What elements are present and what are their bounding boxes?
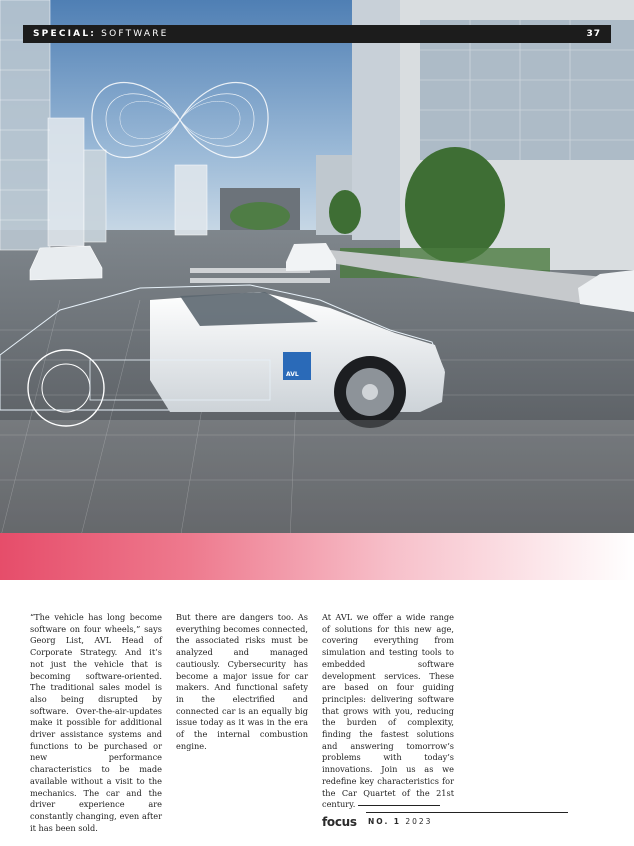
article-paragraph-3 [322,612,454,811]
section-label: SPECIAL: [33,29,97,39]
article-paragraph-1: “The vehicle has long become software on four wheels,” says Georg List, AVL Head of Corporate Strategy. And it’s not just the vehicle that is becoming software-oriented. The traditional sales model is also being disrupted by software. Over-the-air-updates make it possible for additional driver assistance systems and functions to be purchased or new performance characteristics to be made available without a visit to the mechanics. The car and the driver experience are constantly changing, even after it has been sold. [30,612,162,833]
issue-info [368,817,432,826]
issue-label: NO. [368,817,390,826]
article-column-1 [30,612,162,846]
footer-rule [366,812,568,813]
article-column-3 [322,612,454,823]
magazine-logo: focus [322,815,357,829]
article-column-2 [176,612,308,764]
section-title [33,29,169,39]
article-paragraph-2: But there are dangers too. As everything becomes connected, the associated risks must be analyzed and managed cautiously. Cybersecurity has become a major issue for car makers. And functional safety in the electrified and connected car is an equally big issue today as it was in the era of the internal combustion engine. [176,612,308,751]
end-rule [358,805,440,806]
section-topic: SOFTWARE [101,29,169,39]
page-number: 37 [586,29,601,39]
article-paragraph-3-text: At AVL we offer a wide range of solutions for this new age, covering everything from simulation and testing tools to embedded software development services. These are based on four guiding principles: delivering software that grows with you, reducing the burden of complexity, finding the fastest solutions and answering tomorrow’s problems with today’s innovations. Join us as we redefine key characteristics for the Car Quartet of the 21st century. [322,612,454,810]
issue-year: 2023 [405,817,433,826]
gradient-band [0,533,634,580]
avl-car-logo: AVL [286,371,299,378]
issue-number: 1 [393,817,401,826]
section-header-bar [23,25,611,43]
